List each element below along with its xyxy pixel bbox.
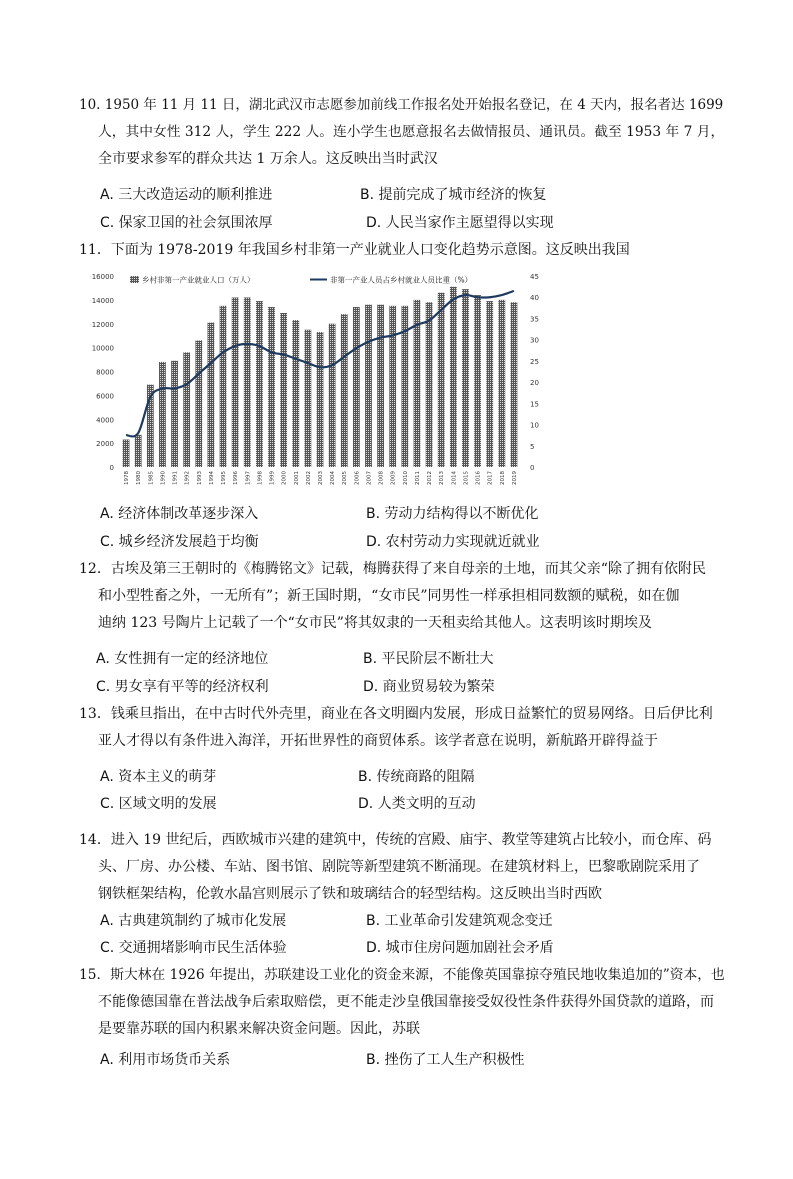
chart-bar: [135, 435, 142, 467]
legend-bar-label: 乡村非第一产业就业人口（万人）: [142, 275, 255, 285]
x-tick-label: 2000: [281, 471, 288, 485]
chart-bar: [232, 297, 239, 467]
q13-option-b: B. 传统商路的阻隔: [358, 769, 475, 785]
q11-option-c: C. 城乡经济发展趋于均衡: [100, 534, 259, 550]
chart-bars: [123, 287, 518, 467]
x-tick-label: 2008: [378, 471, 385, 485]
chart-bar: [511, 302, 518, 467]
q15-line1: 15．斯大林在 1926 年提出，苏联建设工业化的资金来源，不能像英国靠掠夺殖民地收集追加的”资本，也: [79, 967, 725, 983]
chart-bar: [341, 314, 348, 467]
legend-bar-swatch: [130, 276, 139, 283]
x-tick-label: 1997: [245, 471, 252, 485]
x-tick-label: 2015: [463, 471, 470, 485]
chart-bar: [462, 289, 469, 467]
x-tick-label: 1978: [124, 471, 131, 485]
y-left-tick-label: 14000: [91, 296, 114, 305]
y-left-tick-label: 16000: [91, 273, 114, 281]
legend-line-label: 非第一产业人员占乡村就业人员比重（%）: [330, 275, 473, 285]
chart-bar: [292, 320, 299, 467]
x-tick-label: 2011: [414, 471, 421, 485]
chart-bar: [183, 352, 190, 467]
q12-line1: 12．古埃及第三王朝时的《梅腾铭文》记载，梅腾获得了来自母亲的土地，而其父亲“除了拥有依附民: [79, 561, 706, 577]
x-tick-label: 2013: [439, 471, 446, 485]
chart-legend: [130, 275, 472, 285]
q15-line2: 不能像德国靠在普法战争后索取赔偿，更不能走沙皇俄国靠接受奴役性条件获得外国贷款的道路，而: [98, 994, 714, 1010]
q14-option-c: C. 交通拥堵影响市民生活体验: [100, 940, 287, 956]
chart-bar: [317, 332, 324, 467]
q13-option-a: A. 资本主义的萌芽: [100, 769, 217, 785]
chart-bar: [353, 307, 360, 467]
y-left-tick-label: 2000: [96, 440, 114, 449]
q12-option-b: B. 平民阶层不断壮大: [363, 651, 494, 667]
chart-bar: [195, 340, 202, 467]
q13-line1: 13．钱乘旦指出，在中古时代外壳里，商业在各文明圈内发展，形成日益繁忙的贸易网络。日后伊比利: [79, 706, 713, 722]
x-tick-label: 1998: [257, 471, 264, 485]
y-left-tick-label: 4000: [96, 416, 114, 425]
y-right-tick-label: 40: [530, 294, 539, 303]
q14-option-b: B. 工业革命引发建筑观念变迁: [366, 913, 553, 929]
employment-chart: [90, 262, 560, 492]
chart-bar: [159, 362, 166, 467]
x-tick-label: 2019: [511, 471, 518, 485]
q10-option-d: D. 人民当家作主愿望得以实现: [366, 215, 554, 231]
x-tick-label: 2018: [499, 471, 506, 485]
x-tick-label: 2004: [330, 471, 337, 485]
y-left-tick-label: 6000: [96, 392, 114, 401]
q10-line3: 全市要求参军的群众共达 1 万余人。这反映出当时武汉: [98, 151, 438, 167]
x-tick-label: 1999: [269, 471, 276, 485]
x-tick-label: 2009: [390, 471, 397, 485]
q13-line2: 亚人才得以有条件进入海洋，开拓世界性的商贸体系。该学者意在说明，新航路开辟得益于: [98, 733, 658, 749]
y-right-tick-label: 35: [530, 315, 539, 324]
chart-bar: [426, 302, 433, 467]
q10-option-b: B. 提前完成了城市经济的恢复: [360, 187, 547, 203]
q14-line3: 钢铁框架结构，伦敦水晶宫则展示了铁和玻璃结合的轻型结构。这反映出当时西欧: [98, 886, 602, 902]
x-tick-label: 2016: [475, 471, 482, 485]
x-tick-label: 2007: [366, 471, 373, 485]
chart-bar: [438, 293, 445, 467]
q12-line3: 迪纳 123 号陶片上记载了一个“女市民”将其奴隶的一天租卖给其他人。这表明该时期埃及: [98, 615, 652, 631]
q12-option-d: D. 商业贸易较为繁荣: [363, 679, 495, 695]
y-right-tick-label: 45: [530, 273, 539, 281]
y-right-tick-label: 15: [530, 400, 539, 409]
chart-x-axis-labels: [124, 471, 518, 485]
chart-bar: [450, 287, 457, 467]
q15-line3: 是要靠苏联的国内积累来解决资金问题。因此，苏联: [98, 1021, 420, 1037]
x-tick-label: 1993: [196, 471, 203, 485]
q15-option-b: B. 挫伤了工人生产积极性: [366, 1052, 525, 1068]
y-right-tick-label: 5: [530, 442, 535, 451]
x-tick-label: 2005: [342, 471, 349, 485]
chart-bar: [208, 323, 215, 467]
q13-option-d: D. 人类文明的互动: [358, 796, 476, 812]
q15-option-a: A. 利用市场货币关系: [100, 1052, 231, 1068]
q12-line2: 和小型牲畜之外，一无所有”；新王国时期，“女市民”同男性一样承担相同数额的赋税，如在伽: [98, 588, 680, 604]
y-right-tick-label: 25: [530, 357, 539, 366]
q11-option-b: B. 劳动力结构得以不断优化: [366, 506, 539, 522]
x-tick-label: 2014: [451, 471, 458, 485]
chart-bar: [498, 300, 505, 467]
chart-bar: [486, 301, 493, 467]
q12-option-a: A. 女性拥有一定的经济地位: [96, 651, 269, 667]
x-tick-label: 1985: [148, 471, 155, 485]
y-right-tick-label: 30: [530, 336, 539, 345]
chart-y-axis-left: [92, 273, 114, 472]
chart-bar: [365, 305, 372, 467]
chart-bar: [377, 305, 384, 467]
chart-bar: [329, 324, 336, 467]
y-right-tick-label: 20: [530, 379, 539, 388]
chart-bar: [171, 361, 178, 467]
x-tick-label: 1992: [184, 471, 191, 485]
x-tick-label: 1994: [208, 471, 215, 485]
q11-option-a: A. 经济体制改革逐步深入: [100, 506, 259, 522]
chart-bar: [389, 306, 396, 467]
chart-y-axis-right: [530, 273, 539, 472]
y-left-tick-label: 12000: [91, 320, 114, 329]
q14-line1: 14．进入 19 世纪后，西欧城市兴建的建筑中，传统的宫殿、庙宇、教堂等建筑占比较小，而仓库、码: [79, 832, 712, 848]
q10-option-a: A. 三大改造运动的顺利推进: [100, 187, 273, 203]
q10-line1: 10. 1950 年 11 月 11 日，湖北武汉市志愿参加前线工作报名处开始报名登记，在 4 天内，报名者达 1699: [79, 97, 724, 113]
x-tick-label: 2010: [402, 471, 409, 485]
x-tick-label: 1990: [160, 471, 167, 485]
chart-bar: [304, 330, 311, 467]
chart-bar: [123, 440, 130, 467]
y-right-tick-label: 0: [530, 464, 535, 472]
chart-bar: [220, 306, 227, 467]
q14-option-a: A. 古典建筑制约了城市化发展: [100, 913, 287, 929]
x-tick-label: 2006: [354, 471, 361, 485]
y-left-tick-label: 10000: [91, 344, 114, 353]
x-tick-label: 1995: [221, 471, 228, 485]
q14-option-d: D. 城市住房问题加剧社会矛盾: [366, 940, 554, 956]
q14-line2: 头、厂房、办公楼、车站、图书馆、剧院等新型建筑不断涌现。在建筑材料上，巴黎歌剧院采用了: [98, 859, 700, 875]
x-tick-label: 1980: [136, 471, 143, 485]
x-tick-label: 2003: [318, 471, 324, 485]
chart-bar: [280, 313, 287, 467]
chart-bar: [268, 307, 275, 467]
chart-bar: [244, 297, 251, 467]
y-left-tick-label: 8000: [96, 368, 114, 377]
x-tick-label: 2001: [293, 471, 300, 485]
x-tick-label: 2002: [305, 471, 312, 485]
q10-line2: 人，其中女性 312 人，学生 222 人。连小学生也愿意报名去做情报员、通讯员。截至 1953 年 7 月，: [98, 124, 725, 140]
q12-option-c: C. 男女享有平等的经济权利: [96, 679, 269, 695]
chart-bar: [256, 301, 263, 467]
q11-option-d: D. 农村劳动力实现就近就业: [366, 534, 540, 550]
x-tick-label: 1996: [233, 471, 240, 485]
chart-bar: [474, 295, 481, 467]
y-right-tick-label: 10: [530, 421, 539, 430]
x-tick-label: 2012: [427, 471, 434, 485]
y-left-tick-label: 0: [109, 464, 114, 472]
x-tick-label: 2017: [487, 471, 494, 485]
q11-line1: 11．下面为 1978-2019 年我国乡村非第一产业就业人口变化趋势示意图。这反映出我国: [79, 242, 630, 258]
q13-option-c: C. 区域文明的发展: [100, 796, 217, 812]
q10-option-c: C. 保家卫国的社会氛围浓厚: [100, 215, 273, 231]
x-tick-label: 1991: [172, 471, 179, 485]
